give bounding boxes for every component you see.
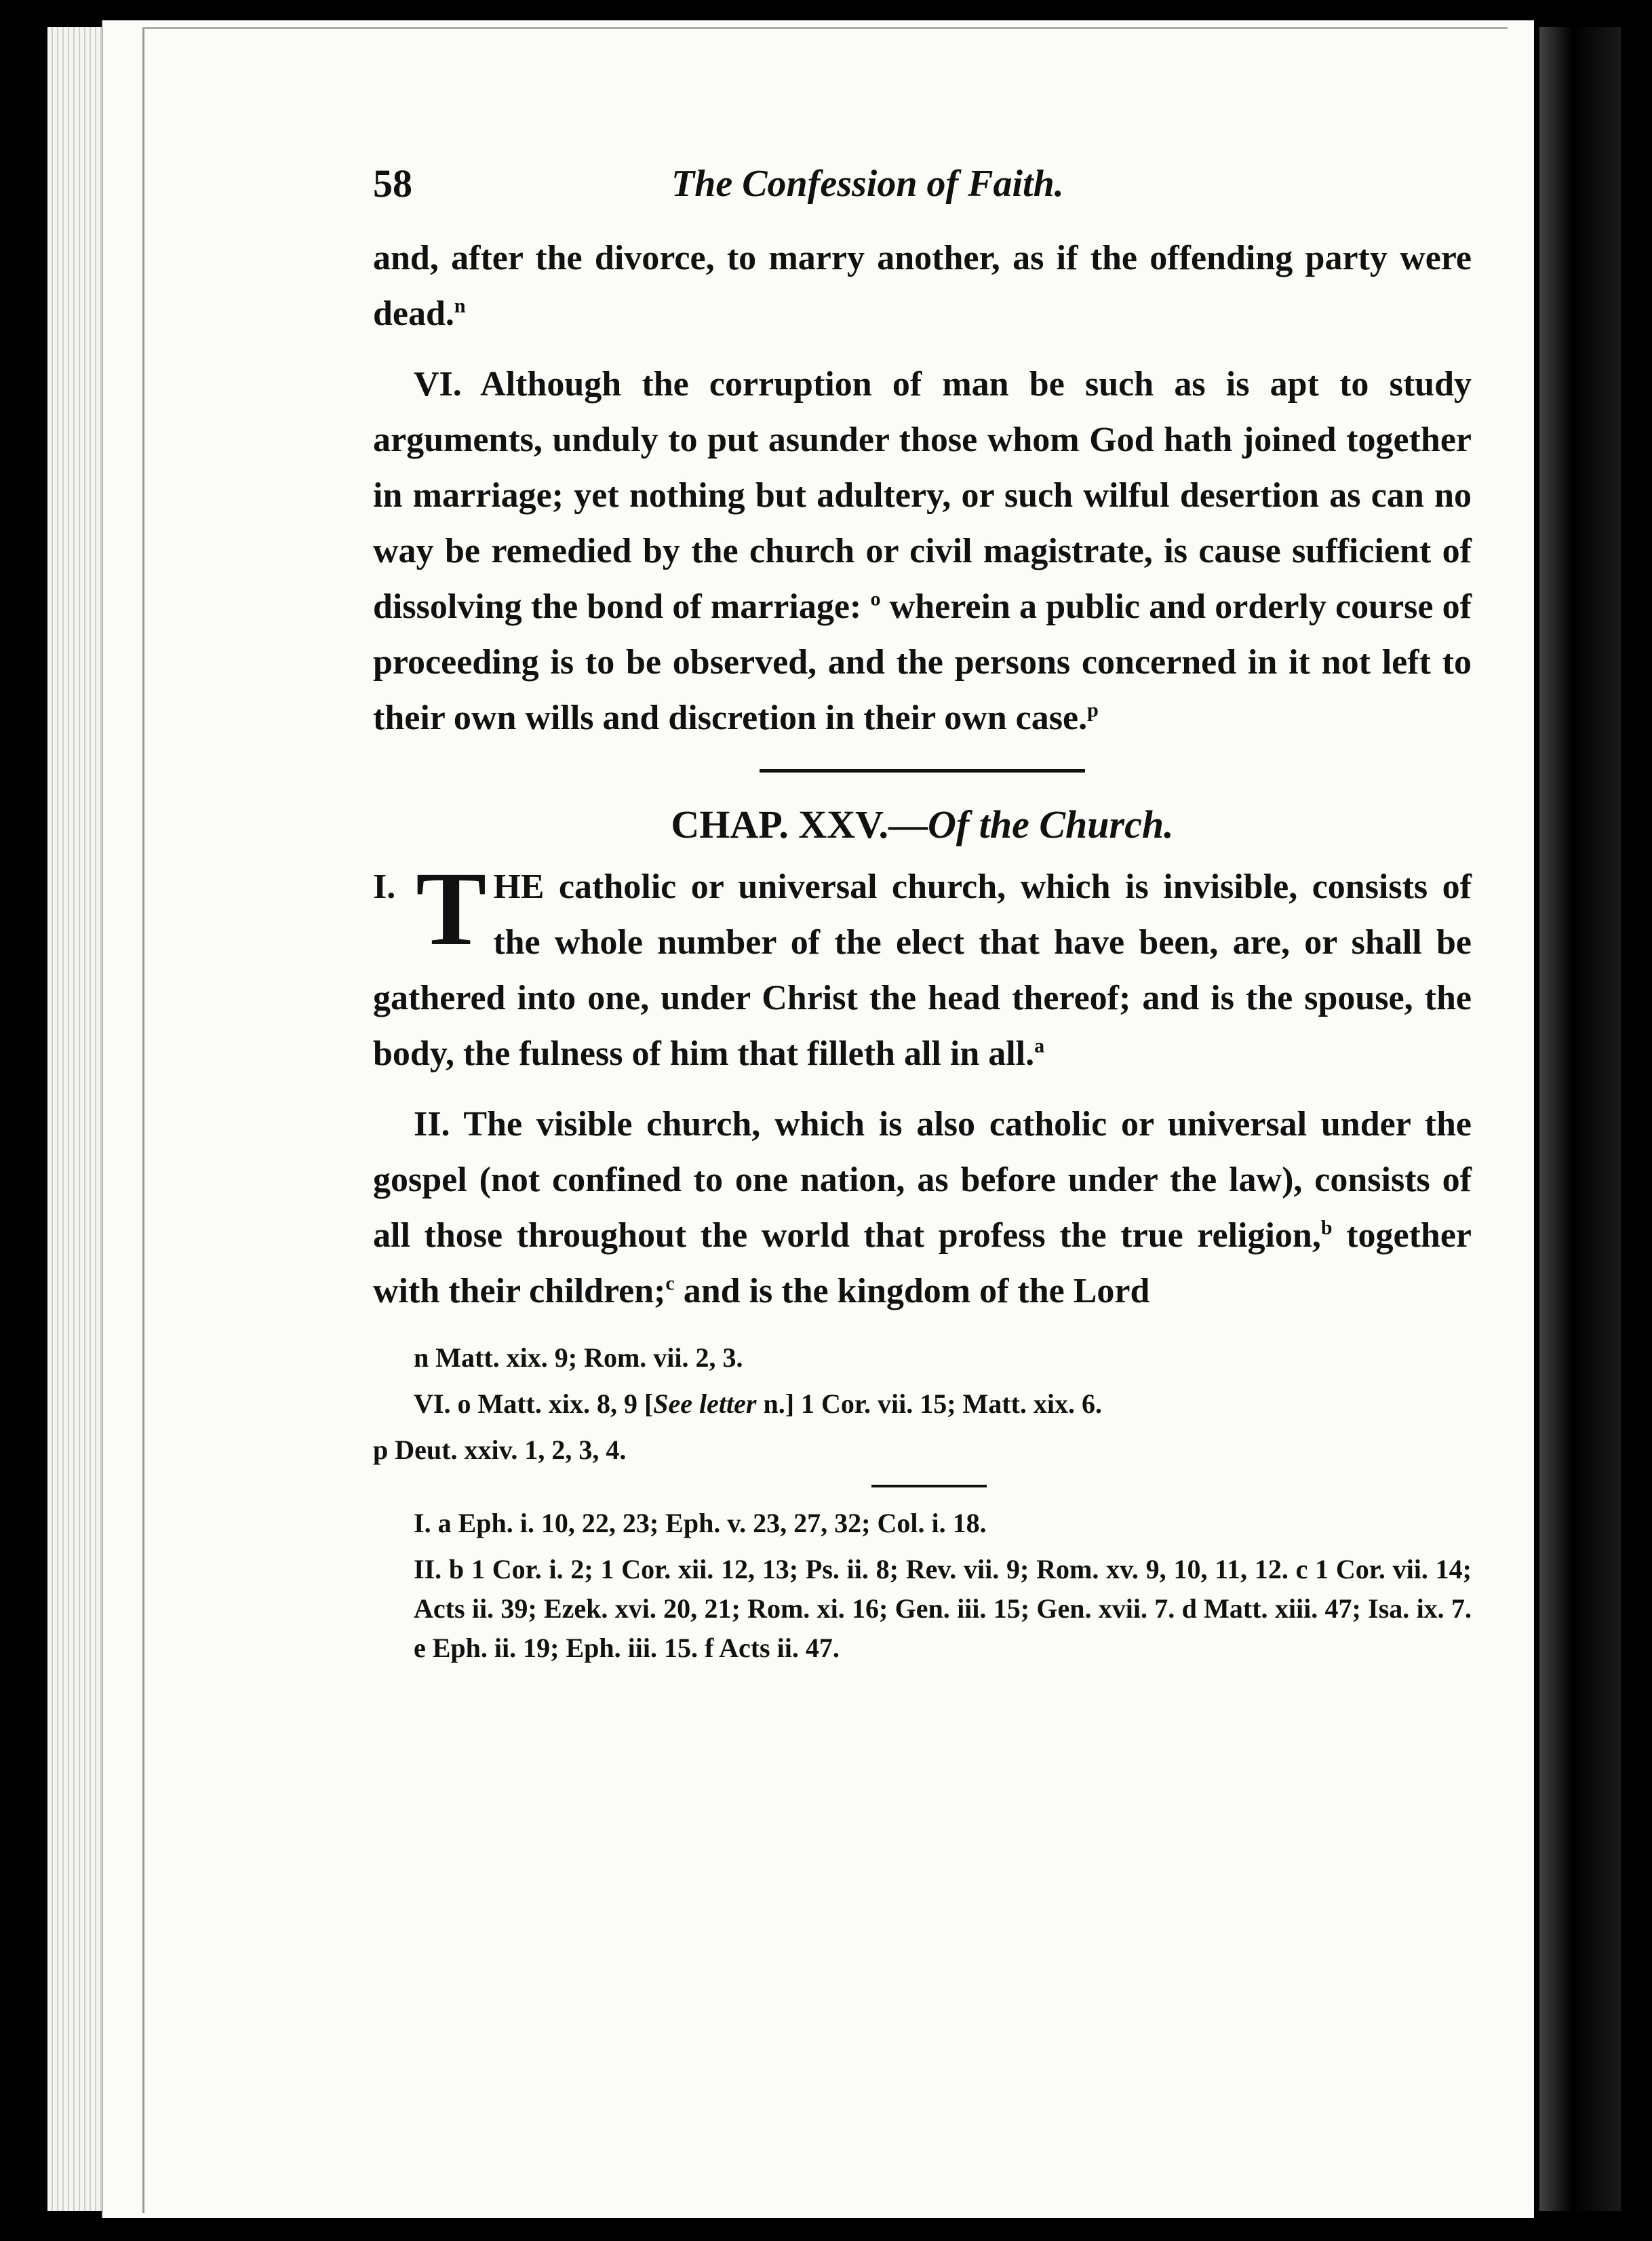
page-header xyxy=(373,156,1472,231)
note-mark: p xyxy=(1087,699,1099,722)
section-numeral: I. xyxy=(373,868,396,906)
page-number: 58 xyxy=(373,161,412,206)
section-i: I. T HE catholic or universal church, which is invisible, consists of the whole number of the elect that have been, are, or shall be gathered into one, under Christ the head thereof; and is the spouse, the body, the fulness of him that filleth all in all.$^a$ xyxy=(373,850,1472,1073)
section-vi: VI. Although the corruption of man be such as is apt to study arguments, unduly to put asunder those whom God hath joined together in marriage; yet nothing but adultery, or such wilful desertion as can no way be remedied by the church or civil magistrate, is cause sufficient of dissolving the bond of marriage: $^o$ wherein a public and orderly course of proceeding is to be observed, and the persons concerned in it not left to their own wills and discretion in their own case.$^p$ xyxy=(373,365,1472,737)
footnote-n: n Matt. xix. 9; Rom. vii. 2, 3. xyxy=(414,1342,743,1373)
gutter-shadow xyxy=(1539,27,1621,2211)
footnote-vi: VI. o Matt. xix. 8, 9 [See letter n.] 1 Cor. vii. 15; Matt. xix. 6. xyxy=(414,1388,1103,1419)
note-mark: b xyxy=(1320,1216,1333,1239)
note-mark: n xyxy=(454,294,466,317)
chapter-title: CHAP. XXV.—Of the Church. xyxy=(671,802,1174,846)
footnote-p: p Deut. xxiv. 1, 2, 3, 4. xyxy=(373,1435,627,1465)
note-mark: o xyxy=(870,587,881,610)
note-mark: c xyxy=(665,1272,675,1295)
section-divider xyxy=(760,769,1085,773)
footnote-ii: II. b 1 Cor. i. 2; 1 Cor. xii. 12, 13; Ps. ii. 8; Rev. vii. 9; Rom. xv. 9, 10, 11, 12. c 1 Cor. vii. 14; Acts ii. 39; Ezek. xvi. 20, 21; Rom. xi. 16; Gen. iii. 15; Gen. xvii. 7. d Matt. xiii. 47; Isa. ix. 7. e Eph. ii. 19; Eph. iii. 15. f Acts ii. 47. xyxy=(414,1554,1472,1663)
page-edges xyxy=(47,27,109,2211)
note-mark: a xyxy=(1034,1034,1045,1057)
footnotes xyxy=(373,1338,1472,1668)
running-head: The Confession of Faith. xyxy=(671,163,1064,205)
continuation-paragraph: and, after the divorce, to marry another, as if the offending party were dead.$^n$ xyxy=(373,239,1472,333)
footnote-divider xyxy=(871,1485,987,1487)
page-text xyxy=(373,156,1472,1675)
footnote-i: I. a Eph. i. 10, 22, 23; Eph. v. 23, 27, 32; Col. i. 18. xyxy=(414,1508,987,1538)
section-ii: II. The visible church, which is also catholic or universal under the gospel (not confined to one nation, as before under the law), consists of all those throughout the world that profess the true religion,$^b$ together with their children;$^c$ and is the kingdom of the Lord xyxy=(373,1105,1472,1310)
drop-cap: T xyxy=(416,850,487,967)
